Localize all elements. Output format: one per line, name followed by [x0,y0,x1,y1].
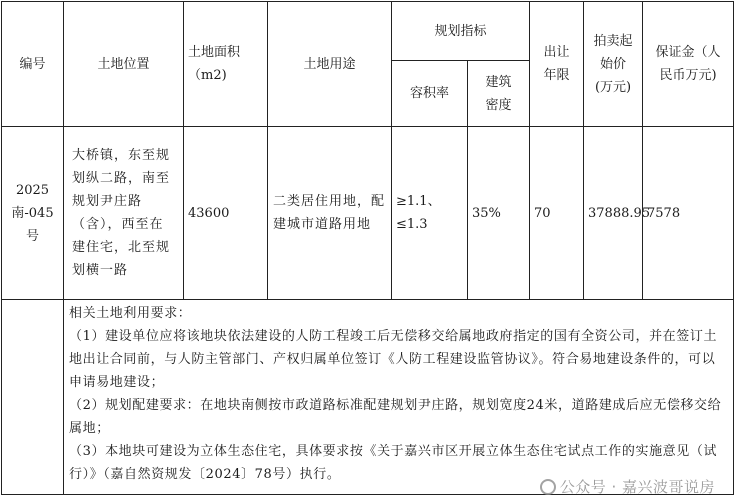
land-use-requirements [64,300,734,495]
cell-deposit: 7578 [643,127,734,300]
header-start-price: 拍卖起始价(万元) [584,2,643,127]
header-number: 编号 [2,2,64,127]
header-area: 土地面积（m2) [184,2,268,127]
wechat-logo-icon [540,479,556,495]
header-location: 土地位置 [64,2,184,127]
land-auction-table [1,1,734,495]
header-planning: 规划指标 [392,2,530,61]
requirement-item-1: （1）建设单位应将该地块依法建设的人防工程竣工后无偿移交给属地政府指定的国有全资公司，并在签订土地出让合同前，与人防主管部门、产权归属单位签订《人防工程建设监管协议》。符合易地建设条件的，可以申请易地建设； [69,329,718,390]
requirement-item-3: （3）本地块可建设为立体生态住宅，具体要求按《关于嘉兴市区开展立体生态住宅试点工作的实施意见（试行）》（嘉自然资规发〔2024〕78号）执行。 [69,444,718,482]
cell-blank [2,300,64,495]
cell-far: ≥1.1、≤1.3 [392,127,468,300]
cell-location: 大桥镇，东至规划纵二路，南至规划尹庄路（含），西至在建住宅，北至规划横一路 [64,127,184,300]
cell-density: 35% [468,127,530,300]
cell-start-price: 37888.95 [584,127,643,300]
requirement-item-2: （2）规划配建要求：在地块南侧按市政道路标准配建规划尹庄路，规划宽度24米，道路建成后应无偿移交给属地； [69,398,722,436]
header-usage: 土地用途 [268,2,392,127]
cell-term: 70 [530,127,584,300]
header-deposit: 保证金（人民币万元) [643,2,734,127]
cell-number: 2025南-045号 [2,127,64,300]
cell-usage: 二类居住用地，配建城市道路用地 [268,127,392,300]
watermark-text: 公众号 · 嘉兴波哥说房 [559,478,715,496]
cell-area: 43600 [184,127,268,300]
header-density: 建筑密度 [468,61,530,127]
requirements-title: 相关土地利用要求： [69,306,192,321]
header-far: 容积率 [392,61,468,127]
header-term: 出让年限 [530,2,584,127]
watermark [540,476,715,497]
